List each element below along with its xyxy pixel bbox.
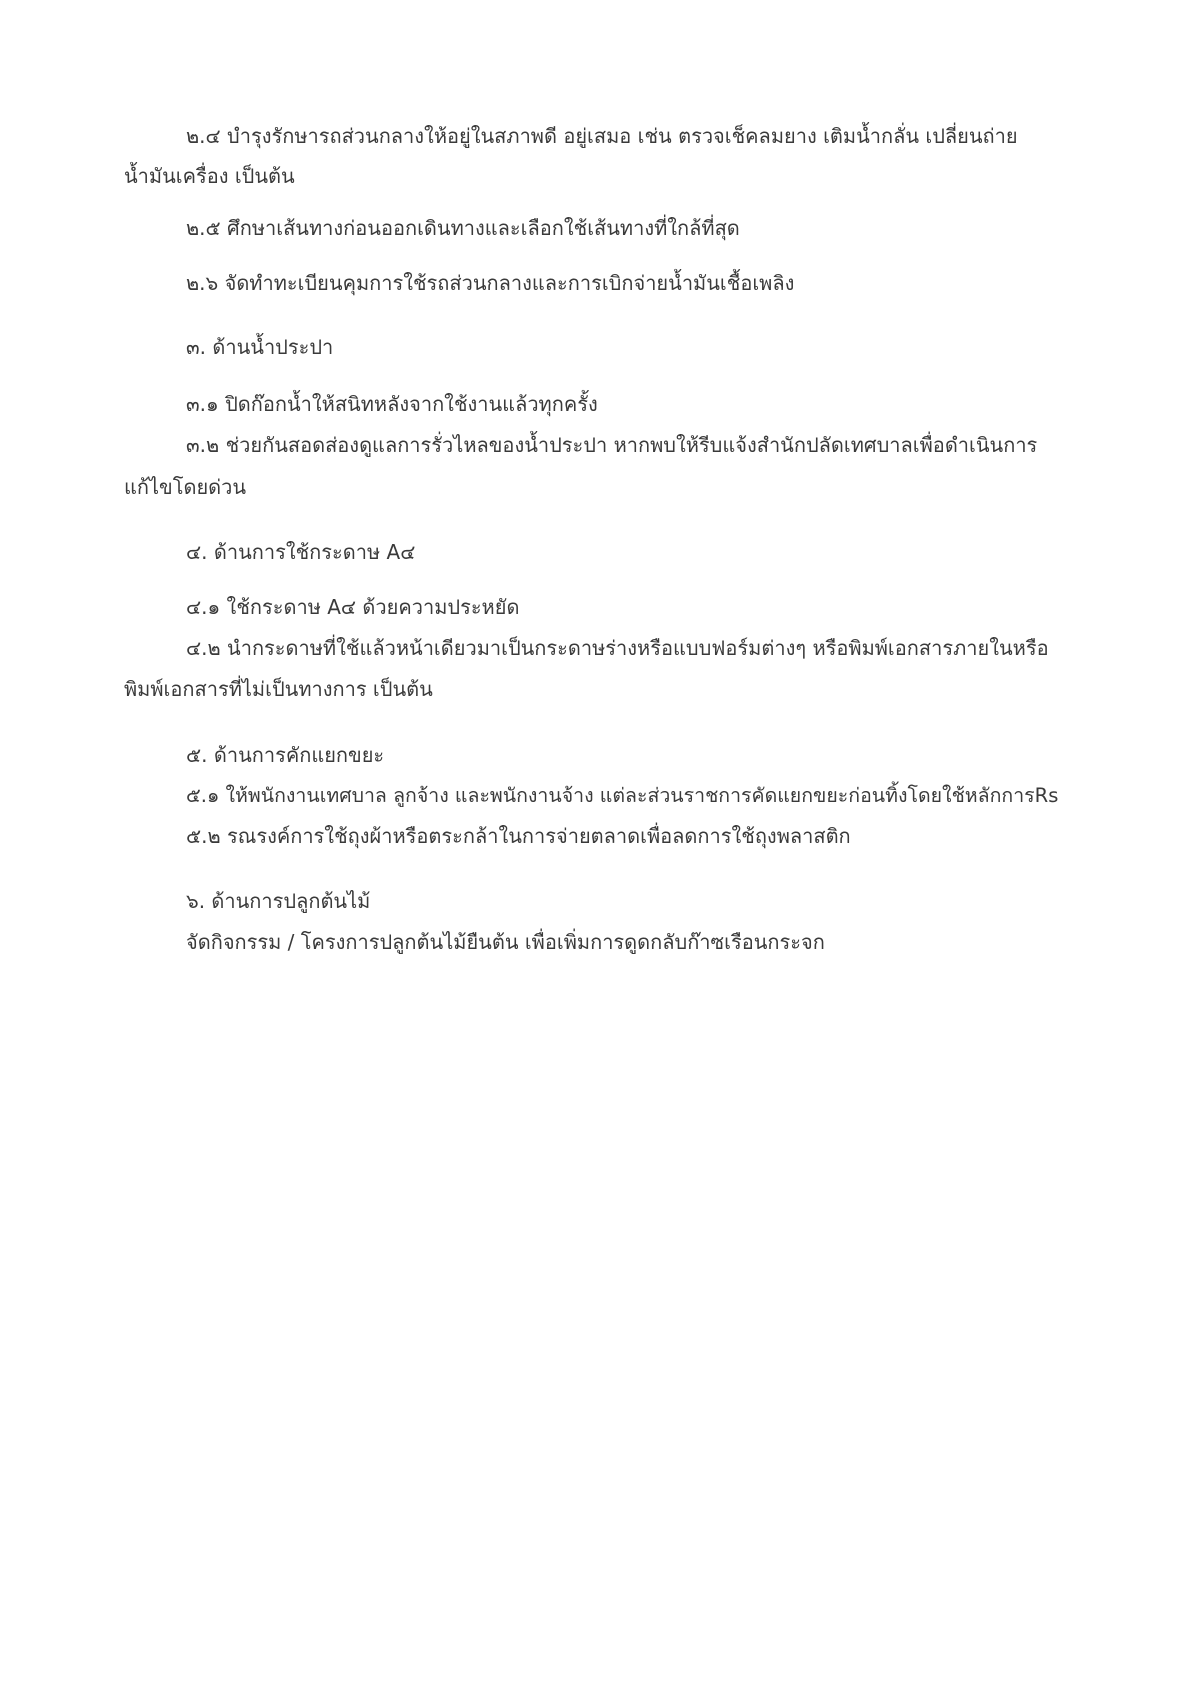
section-5-heading: ๕. ด้านการคักแยกขยะ [186, 743, 385, 767]
item-2-5: ๒.๕ ศึกษาเส้นทางก่อนออกเดินทางและเลือกใช้เส้นทางที่ใกล้ที่สุด [186, 216, 740, 240]
item-4-2-line-1: ๔.๒ นำกระดาษที่ใช้แล้วหน้าเดียวมาเป็นกระดาษร่างหรือแบบฟอร์มต่างๆ หรือพิมพ์เอกสารภายในหรือ [186, 636, 1049, 660]
section-3-heading: ๓. ด้านน้ำประปา [186, 335, 334, 359]
item-2-6: ๒.๖ จัดทำทะเบียนคุมการใช้รถส่วนกลางและการเบิกจ่ายน้ำมันเชื้อเพลิง [186, 271, 795, 295]
item-3-2-line-2: แก้ไขโดยด่วน [124, 475, 247, 499]
item-4-2-line-2: พิมพ์เอกสารที่ไม่เป็นทางการ เป็นต้น [124, 677, 433, 701]
item-5-2: ๕.๒ รณรงค์การใช้ถุงผ้าหรือตระกล้าในการจ่ายตลาดเพื่อลดการใช้ถุงพลาสติก [186, 824, 851, 848]
item-6-1: จัดกิจกรรม / โครงการปลูกต้นไม้ยืนต้น เพื่อเพิ่มการดูดกลับก๊าซเรือนกระจก [186, 930, 825, 954]
item-3-2-line-1: ๓.๒ ช่วยกันสอดส่องดูแลการรั่วไหลของน้ำประปา หากพบให้รีบแจ้งสำนักปลัดเทศบาลเพื่อดำเนินการ [186, 433, 1038, 457]
item-3-1: ๓.๑ ปิดก๊อกน้ำให้สนิทหลังจากใช้งานแล้วทุกครั้ง [186, 392, 598, 416]
item-2-4-line-1: ๒.๔ บำรุงรักษารถส่วนกลางให้อยู่ในสภาพดี อยู่เสมอ เช่น ตรวจเช็คลมยาง เติมน้ำกลั่น เปลี่ยนถ่าย [186, 124, 1018, 148]
item-5-1: ๕.๑ ให้พนักงานเทศบาล ลูกจ้าง และพนักงานจ้าง แต่ละส่วนราชการคัดแยกขยะก่อนทิ้งโดยใช้หลักการRs [186, 784, 1059, 807]
section-6-heading: ๖. ด้านการปลูกต้นไม้ [186, 889, 371, 913]
section-4-heading: ๔. ด้านการใช้กระดาษ A๔ [186, 540, 416, 564]
item-4-1: ๔.๑ ใช้กระดาษ A๔ ด้วยความประหยัด [186, 595, 520, 619]
item-2-4-line-2: น้ำมันเครื่อง เป็นต้น [124, 164, 295, 188]
